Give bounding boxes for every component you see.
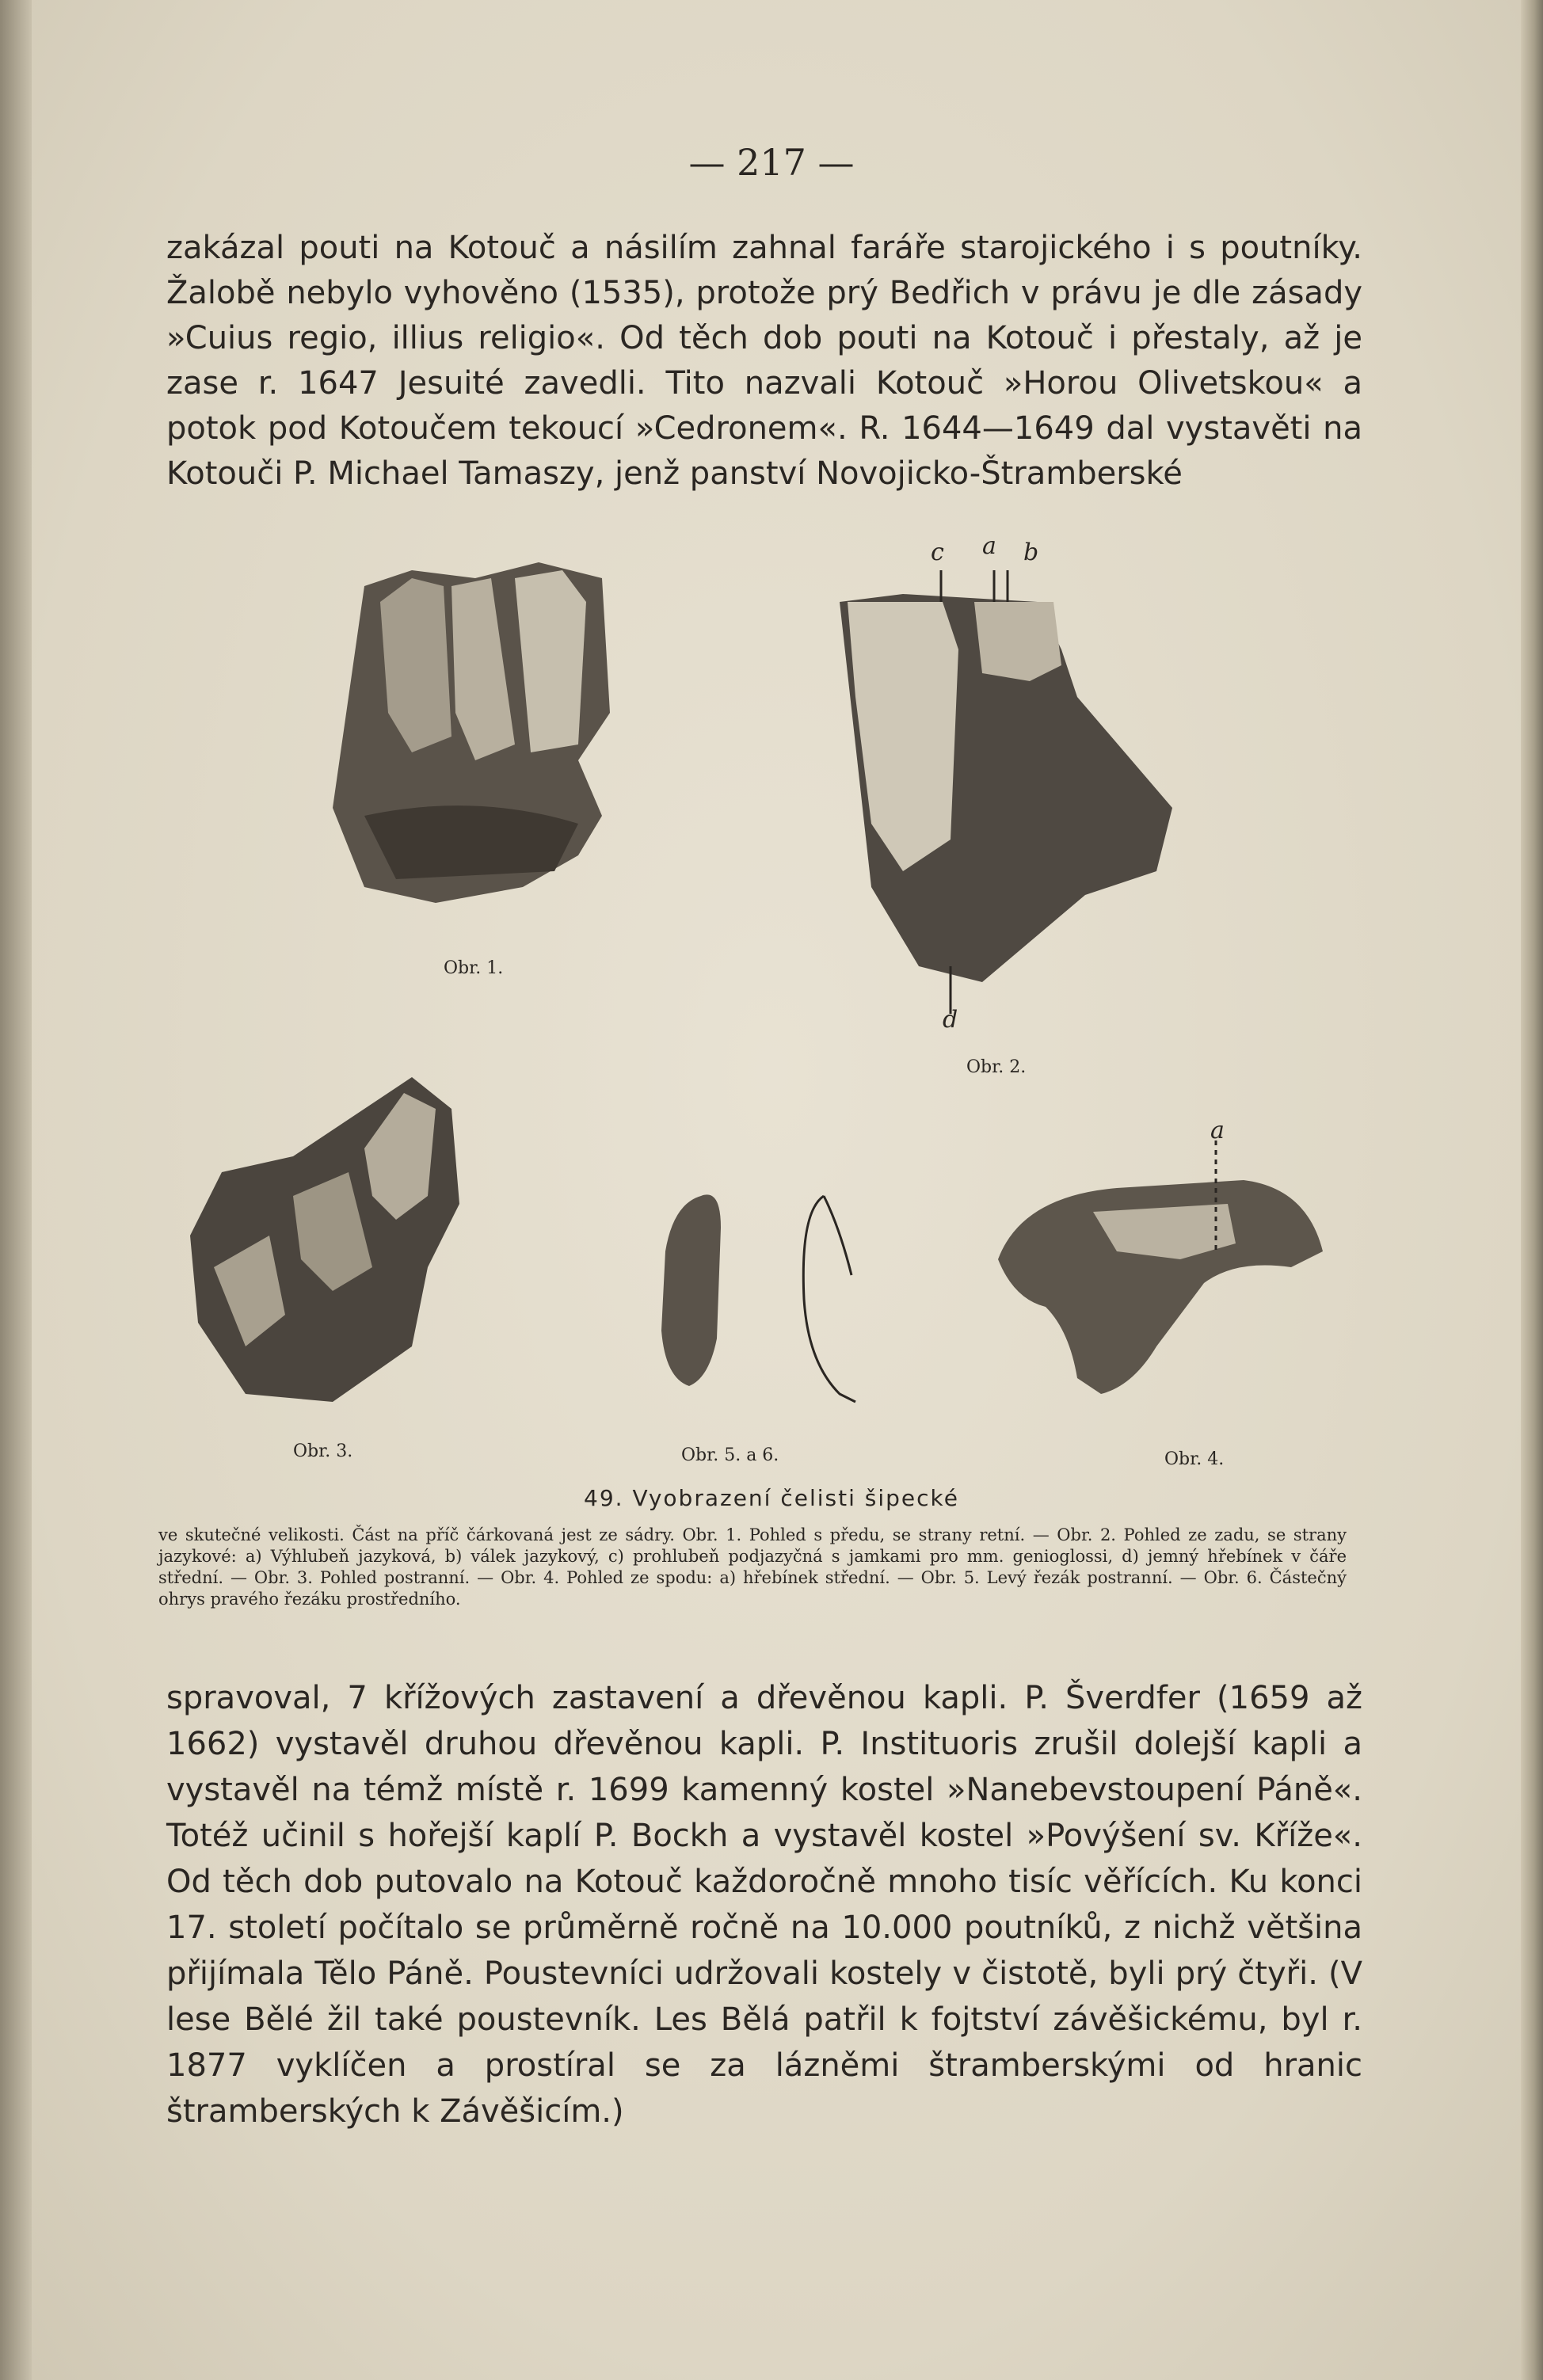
figure-1-label: Obr. 1. [444,958,504,978]
figure-2-letter-c: c [931,539,944,566]
figure-1-jaw-front [317,554,650,978]
figure-4-letter-a: a [1210,1117,1225,1144]
figure-4-jaw-below [974,1117,1339,1469]
figure-5-6-label: Obr. 5. a 6. [681,1445,779,1465]
figure-2-label: Obr. 2. [966,1057,1027,1077]
figure-5-6-incisors [642,1180,879,1465]
figure-3-label: Obr. 3. [293,1441,353,1461]
figure-2-letter-a: a [982,532,996,560]
page-edge [1521,0,1543,2380]
figure-4-label: Obr. 4. [1164,1449,1225,1469]
figure-3-jaw-side [174,1061,507,1461]
figure-2-letter-d: d [943,1006,958,1034]
figure-caption-title: 49. Vyobrazení čelisti šipecké [584,1485,959,1511]
figure-caption-text: ve skutečné velikosti. Část na příč čárkovaná jest ze sádry. Obr. 1. Pohled s předu, se strany retní. — Obr. 2. Pohled ze zadu, se strany jazykové: a) Výhlubeň jazyková, b) válek jazykový, c) prohlubeň podjazyčná s jamkami pro mm. genioglossi, d) jemný hřebínek v čáře střední. — Obr. 3. Pohled postranní. — Obr. 4. Pohled ze spodu: a) hřebínek střední. — Obr. 5. Levý řezák postranní. — Obr. 6. Částečný ohrys pravého řezáku prostředního. [158,1525,1347,1609]
figure-2-jaw-rear [824,532,1236,1077]
body-paragraph-top: zakázal pouti na Kotouč a násilím zahnal faráře starojického i s poutníky. Žalobě nebylo vyhověno (1535), protože prý Bedřich v právu je dle zásady »Cuius regio, illius religio«. Od těch dob pouti na Kotouč i přestaly, až je zase r. 1647 Jesuité zavedli. Tito nazvali Kotouč »Horou Olivetskou« a potok pod Kotoučem tekoucí »Cedronem«. R. 1644—1649 dal vystavěti na Kotouči P. Michael Tamaszy, jenž panství Novojicko-Štramberské [166,230,1362,492]
page-gutter-shadow [0,0,32,2380]
figure-2-letter-b: b [1023,539,1039,566]
body-paragraph-bottom: spravoval, 7 křížových zastavení a dřevěnou kapli. P. Šverdfer (1659 až 1662) vystavěl druhou dřevěnou kapli. P. Instituoris zrušil dolejší kapli a vystavěl na témž místě r. 1699 kamenný kostel »Nanebevstoupení Páně«. Totéž učinil s hořejší kaplí P. Bockh a vystavěl kostel »Povýšení sv. Kříže«. Od těch dob putovalo na Kotouč každoročně mnoho tisíc věřících. Ku konci 17. století počítalo se průměrně ročně na 10.000 poutníků, z nichž většina přijímala Tělo Páně. Poustevníci udržovali kostely v čistotě, byli prý čtyři. (V lese Bělé žil také poustevník. Les Bělá patřil k fojtství závěšickému, byl r. 1877 vyklíčen a prostíral se za lázněmi štramberskými od hranic štramberských k Závěšicím.) [166,1680,1362,2130]
page-number: — 217 — [688,141,855,184]
